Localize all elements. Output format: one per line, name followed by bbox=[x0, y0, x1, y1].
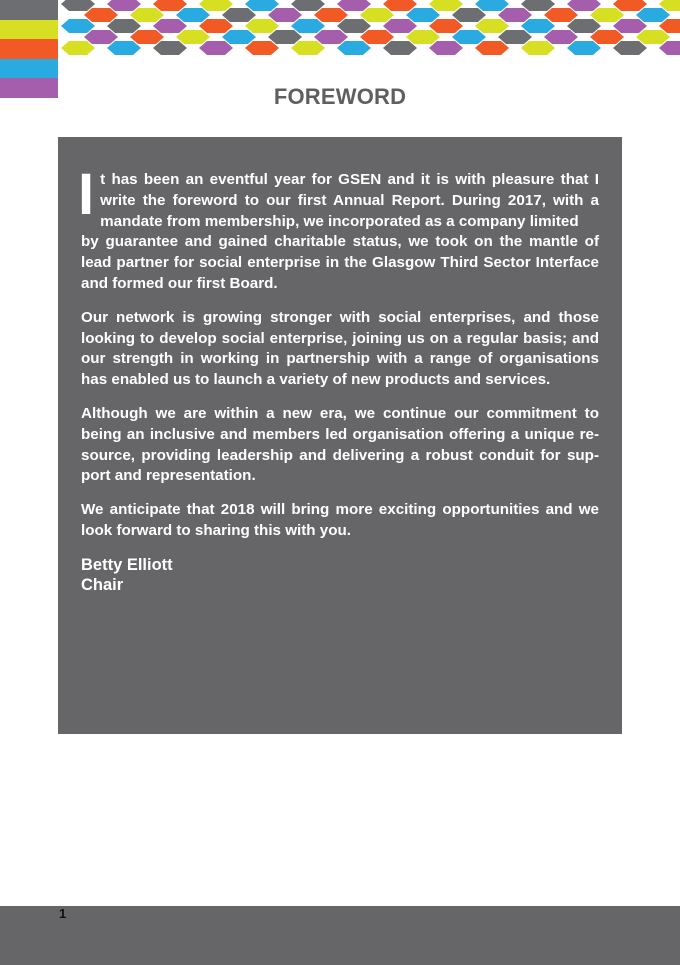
hexagon-shape bbox=[498, 8, 532, 22]
page-number: 1 bbox=[59, 906, 67, 921]
hexagon-shape bbox=[567, 41, 601, 55]
hexagon-shape bbox=[291, 19, 325, 33]
hexagon-shape bbox=[153, 19, 187, 33]
hexagon-shape bbox=[130, 30, 164, 44]
hexagon-shape bbox=[337, 0, 371, 11]
paragraph-1-rest: by guarantee and gained charitable status, we took on the mantle of lead partner for social enterprise in the Glasgow Third Sector Interface and formed our first Board. bbox=[81, 233, 599, 292]
hexagon-pattern-banner bbox=[58, 0, 680, 58]
hexagon-shape bbox=[475, 41, 509, 55]
hexagon-shape bbox=[590, 30, 624, 44]
hexagon-shape bbox=[636, 30, 670, 44]
hexagon-shape bbox=[61, 19, 95, 33]
hexagon-shape bbox=[245, 19, 279, 33]
hexagon-shape bbox=[567, 0, 601, 11]
hexagon-shape bbox=[130, 8, 164, 22]
hexagon-shape bbox=[613, 19, 647, 33]
hexagon-shape bbox=[268, 8, 302, 22]
hexagon-shape bbox=[222, 30, 256, 44]
hexagon-shape bbox=[544, 30, 578, 44]
hexagon-shape bbox=[498, 30, 532, 44]
hexagon-shape bbox=[337, 41, 371, 55]
hexagon-shape bbox=[199, 0, 233, 11]
hexagon-shape bbox=[360, 30, 394, 44]
hexagon-shape bbox=[314, 30, 348, 44]
hexagon-shape bbox=[84, 30, 118, 44]
hexagon-shape bbox=[521, 19, 555, 33]
opening-paragraph-block bbox=[78, 170, 599, 232]
hexagon-shape bbox=[222, 8, 256, 22]
hexagon-shape bbox=[613, 0, 647, 11]
signature-block bbox=[81, 555, 599, 596]
hexagon-shape bbox=[521, 0, 555, 11]
page-title: FOREWORD bbox=[273, 84, 407, 109]
color-tab-grey bbox=[0, 0, 58, 20]
color-tab-orange bbox=[0, 39, 58, 59]
hexagon-shape bbox=[199, 41, 233, 55]
hexagon-shape bbox=[107, 19, 141, 33]
hexagon-shape bbox=[567, 19, 601, 33]
hexagon-shape bbox=[337, 19, 371, 33]
hexagon-shape bbox=[406, 30, 440, 44]
paragraph-2: Our network is growing stronger with social enterprises, and those looking to develop social enterprise, joining us on a regular basis; and our strength in working in partnership with a range of organisations has enabled us to launch a variety of new products and services. bbox=[81, 308, 599, 389]
hexagon-shape bbox=[360, 8, 394, 22]
hexagon-shape bbox=[475, 19, 509, 33]
hexagon-shape bbox=[544, 8, 578, 22]
hexagon-shape bbox=[406, 8, 440, 22]
footer-bar bbox=[0, 906, 680, 965]
color-tab-lime bbox=[0, 20, 58, 40]
hexagon-shape bbox=[268, 30, 302, 44]
foreword-panel bbox=[58, 137, 622, 734]
hexagon-shape bbox=[452, 30, 486, 44]
hexagon-shape bbox=[61, 0, 95, 11]
hexagon-shape bbox=[314, 8, 348, 22]
hexagon-shape bbox=[452, 8, 486, 22]
signer-role: Chair bbox=[81, 576, 124, 595]
hexagon-shape bbox=[107, 41, 141, 55]
color-tab-blue bbox=[0, 59, 58, 79]
hexagon-shape bbox=[245, 0, 279, 11]
hexagon-shape bbox=[383, 41, 417, 55]
hexagon-shape bbox=[153, 41, 187, 55]
hexagon-shape bbox=[176, 8, 210, 22]
hexagon-shape bbox=[475, 0, 509, 11]
hexagon-shape bbox=[429, 0, 463, 11]
paragraph-4: We anticipate that 2018 will bring more exciting opportunities and we look forward to sharing this with you. bbox=[81, 501, 599, 539]
hexagon-shape bbox=[176, 30, 210, 44]
hexagon-shape bbox=[521, 41, 555, 55]
hexagon-shape bbox=[383, 19, 417, 33]
hexagon-shape bbox=[291, 0, 325, 11]
hexagon-shape bbox=[429, 41, 463, 55]
paragraph-3: Although we are within a new era, we continue our commitment to being an inclusive and members led organisation offering a unique re-source, providing leadership and delivering a robust conduit for sup-port and representation. bbox=[81, 404, 599, 485]
hexagon-shape bbox=[590, 8, 624, 22]
paragraph-1-lead: t has been an eventful year for GSEN and it is with pleasure that I write the foreword to our first Annual Report. During 2017, with a mandate from membership, we incorporated as a company limited bbox=[100, 171, 599, 230]
hexagon-shape bbox=[153, 0, 187, 11]
hexagon-shape bbox=[245, 41, 279, 55]
signer-name: Betty Elliott bbox=[81, 555, 173, 574]
hexagon-shape bbox=[199, 19, 233, 33]
drop-cap: I bbox=[78, 172, 95, 218]
hexagon-shape bbox=[613, 41, 647, 55]
hexagon-shape bbox=[636, 8, 670, 22]
hexagon-shape bbox=[61, 41, 95, 55]
hexagon-shape bbox=[84, 8, 118, 22]
hexagon-shape bbox=[291, 41, 325, 55]
hexagon-shape bbox=[429, 19, 463, 33]
hexagon-shape bbox=[383, 0, 417, 11]
hexagon-shape bbox=[107, 0, 141, 11]
